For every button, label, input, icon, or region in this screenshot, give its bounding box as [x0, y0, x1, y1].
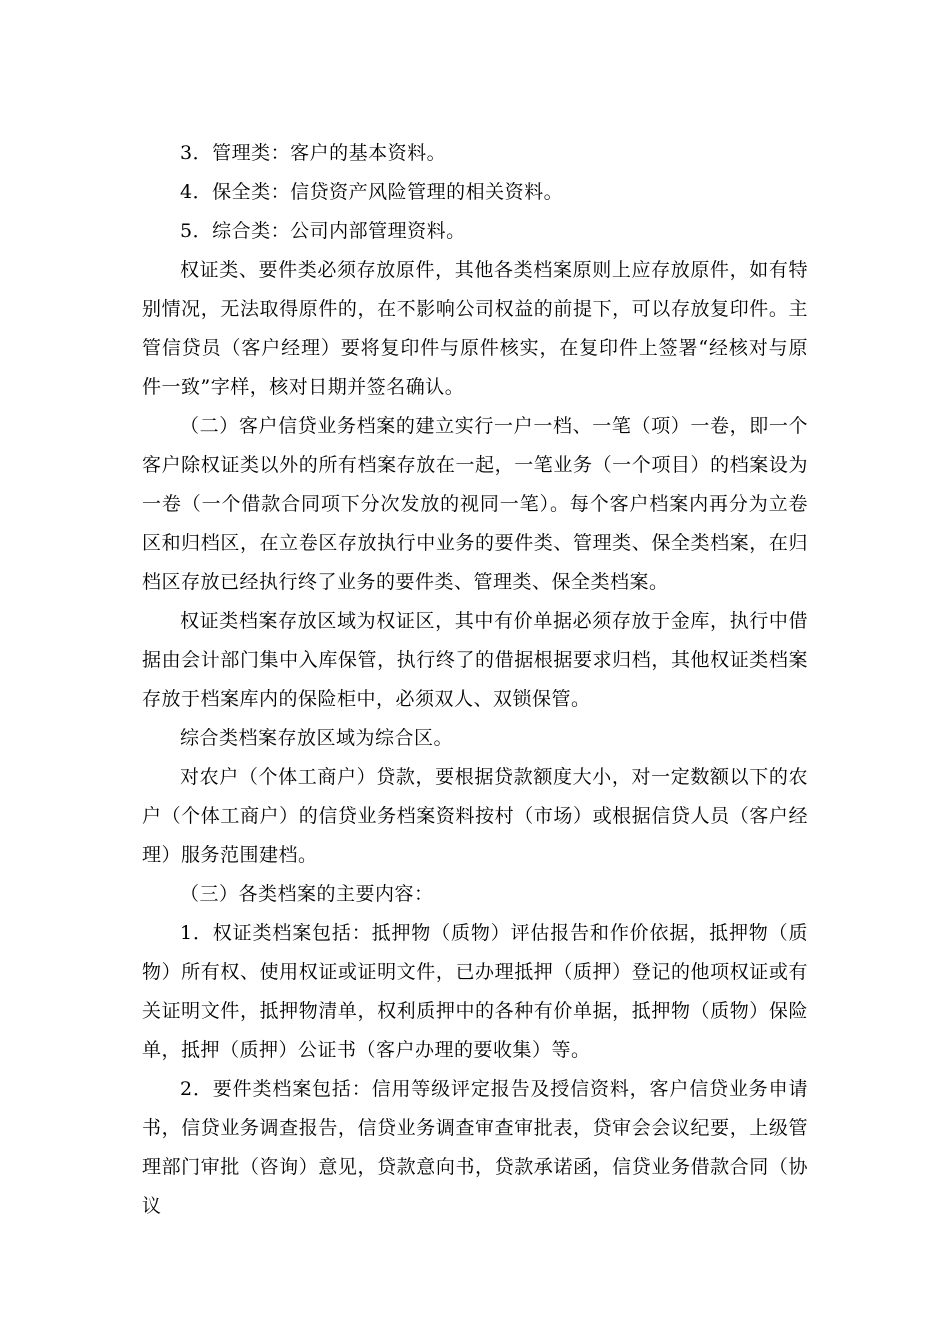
paragraph-management-category: 3．管理类：客户的基本资料。 [180, 142, 447, 164]
paragraph-section-three-heading: （三）各类档案的主要内容： [180, 883, 434, 905]
paragraph-comprehensive-storage: 综合类档案存放区域为综合区。 [180, 727, 454, 749]
paragraph-preservation-category: 4．保全类：信贷资产风险管理的相关资料。 [180, 181, 564, 203]
paragraph-comprehensive-category: 5．综合类：公司内部管理资料。 [180, 220, 466, 242]
paragraph-section-two: （二）客户信贷业务档案的建立实行一户一档、一笔（项）一卷，即一个客户除权证类以外的所有档案存放在一起，一笔业务（一个项目）的档案设为一卷（一个借款合同项下分次发放的视同一笔）。每个客户档案内再分为立卷区和归档区，在立卷区存放执行中业务的要件类、管理类、保全类档案，在归档区存放已经执行终了业务的要件类、管理类、保全类档案。 [142, 415, 808, 593]
paragraph-farmer-loans: 对农户（个体工商户）贷款，要根据贷款额度大小，对一定数额以下的农户（个体工商户）的信贷业务档案资料按村（市场）或根据信贷人员（客户经理）服务范围建档。 [142, 766, 808, 866]
paragraph-original-copies: 权证类、要件类必须存放原件，其他各类档案原则上应存放原件，如有特别情况，无法取得原件的，在不影响公司权益的前提下，可以存放复印件。主管信贷员（客户经理）要将复印件与原件核实，在复印件上签署“经核对与原件一致”字样，核对日期并签名确认。 [142, 259, 808, 398]
paragraph-certificate-storage: 权证类档案存放区域为权证区，其中有价单据必须存放于金库，执行中借据由会计部门集中入库保管，执行终了的借据根据要求归档，其他权证类档案存放于档案库内的保险柜中，必须双人、双锁保管。 [142, 610, 808, 710]
document-body [142, 134, 808, 1226]
paragraph-essential-contents: 2．要件类档案包括：信用等级评定报告及授信资料，客户信贷业务申请书，信贷业务调查报告，信贷业务调查审查审批表，贷审会会议纪要，上级管理部门审批（咨询）意见，贷款意向书，贷款承诺函，信贷业务借款合同（协议 [142, 1078, 808, 1217]
paragraph-certificate-contents: 1．权证类档案包括：抵押物（质物）评估报告和作价依据，抵押物（质物）所有权、使用权证或证明文件，已办理抵押（质押）登记的他项权证或有关证明文件，抵押物清单，权利质押中的各种有价单据，抵押物（质物）保险单，抵押（质押）公证书（客户办理的要收集）等。 [142, 922, 808, 1061]
